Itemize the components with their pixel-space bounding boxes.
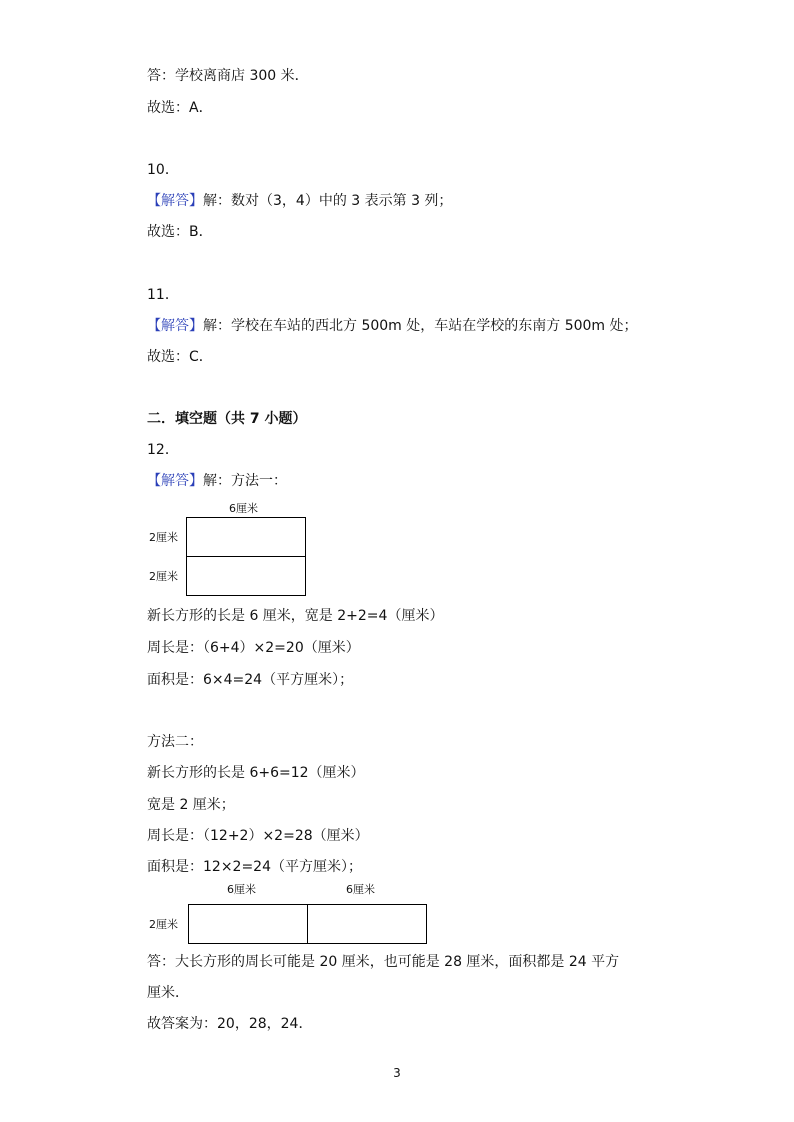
q11-number: 11． <box>147 287 179 303</box>
q10-number: 10． <box>147 162 179 178</box>
page-number: 3 <box>393 1066 401 1080</box>
q10-text: 解：数对（3，4）中的 3 表示第 3 列； <box>203 193 453 209</box>
fig2-top-label-right: 6厘米 <box>346 883 375 896</box>
q9-answer: 答：学校离商店 300 米． <box>147 68 309 84</box>
q12-number: 12． <box>147 442 179 458</box>
method2-intro: 方法二： <box>147 734 203 750</box>
q11-solution <box>147 316 638 336</box>
q9-choice: 故选：A． <box>147 100 213 116</box>
q12-tag: 【解答】 <box>147 473 203 489</box>
method1-line-3: 面积是：6×4=24（平方厘米）； <box>147 672 354 688</box>
fig1-top-rectangle <box>186 517 306 557</box>
method1-line-1: 新长方形的长是 6 厘米，宽是 2+2=4（厘米） <box>147 608 444 624</box>
fig2-right-rectangle <box>307 904 427 944</box>
q12-final-answer: 故答案为：20，28，24． <box>147 1016 313 1032</box>
fig2-left-rectangle <box>188 904 308 944</box>
q10-solution <box>147 191 452 211</box>
fig2-left-label: 2厘米 <box>149 918 178 931</box>
fig2-top-label-left: 6厘米 <box>227 883 256 896</box>
fig1-top-label: 6厘米 <box>229 502 258 515</box>
method2-line-1: 新长方形的长是 6+6=12（厘米） <box>147 765 365 781</box>
method2-line-2: 宽是 2 厘米； <box>147 797 235 813</box>
q12-answer-line-1: 答：大长方形的周长可能是 20 厘米，也可能是 28 厘米，面积都是 24 平方 <box>147 954 620 970</box>
q12-answer-line-2: 厘米． <box>147 985 189 1001</box>
section-heading: 二．填空题（共 7 小题） <box>147 411 307 427</box>
fig1-bottom-rectangle <box>186 556 306 596</box>
fig1-left-label-bottom: 2厘米 <box>149 570 178 583</box>
q12-solution-intro <box>147 471 287 491</box>
q10-tag: 【解答】 <box>147 193 203 209</box>
q11-tag: 【解答】 <box>147 318 203 334</box>
q10-choice: 故选：B． <box>147 224 213 240</box>
q11-text: 解：学校在车站的西北方 500m 处，车站在学校的东南方 500m 处； <box>203 318 638 334</box>
q11-choice: 故选：C． <box>147 349 213 365</box>
method1-line-2: 周长是：（6+4）×2=20（厘米） <box>147 640 360 656</box>
method2-line-4: 面积是：12×2=24（平方厘米）； <box>147 859 362 875</box>
q12-method1-intro: 解：方法一： <box>203 473 287 489</box>
fig1-left-label-top: 2厘米 <box>149 531 178 544</box>
method2-line-3: 周长是：（12+2）×2=28（厘米） <box>147 828 369 844</box>
